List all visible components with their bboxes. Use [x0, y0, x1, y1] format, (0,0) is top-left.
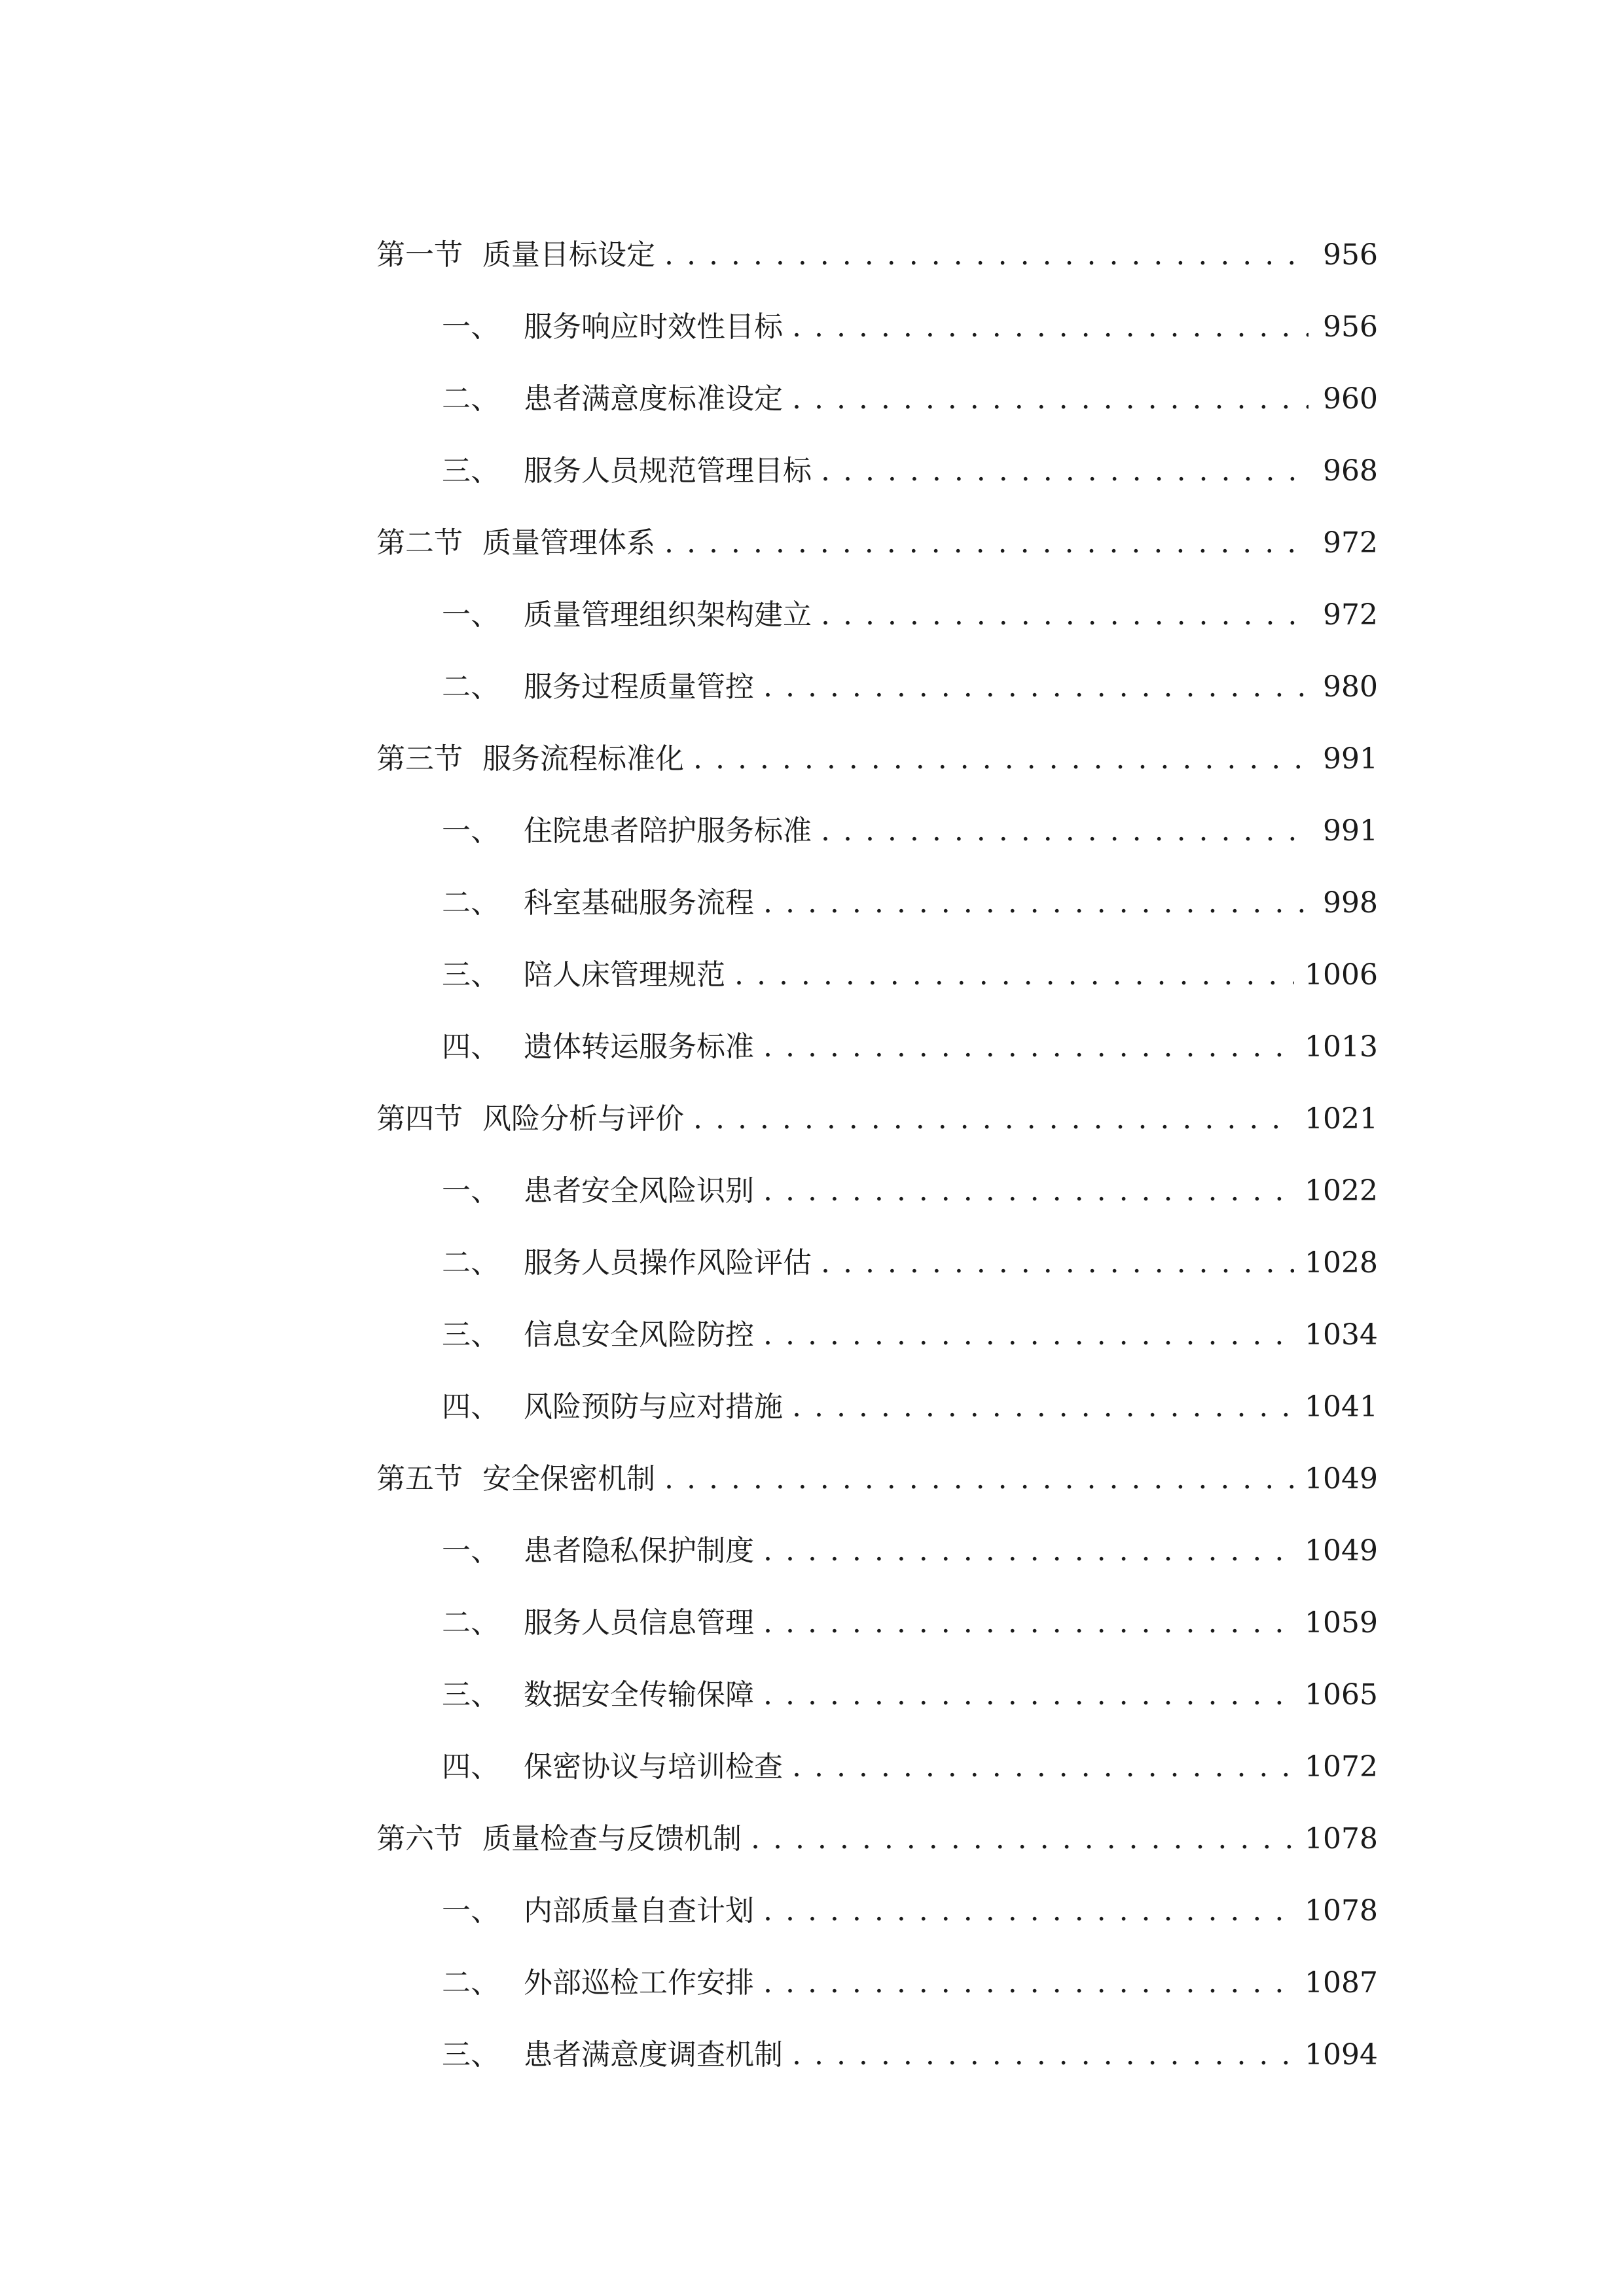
- toc-entry-title: 安全保密机制: [482, 1462, 655, 1496]
- toc-entry-title: 遗体转运服务标准: [524, 1030, 754, 1064]
- toc-dot-leader: [792, 380, 1308, 419]
- toc-entry-page: 960: [1323, 382, 1378, 416]
- toc-entry-prefix: 第二节: [376, 526, 463, 560]
- toc-dot-leader: [763, 1028, 1294, 1067]
- toc-entry-title: 服务人员信息管理: [524, 1606, 754, 1640]
- toc-entry[interactable]: [376, 851, 1378, 923]
- toc-entry-prefix: 二、: [442, 1606, 499, 1640]
- toc-entry-page: 956: [1323, 238, 1378, 272]
- toc-entry-title: 科室基础服务流程: [524, 886, 754, 920]
- toc-dot-leader: [664, 1460, 1294, 1499]
- toc-entry[interactable]: [376, 1571, 1378, 1643]
- toc-entry-title: 服务人员操作风险评估: [524, 1246, 812, 1280]
- toc-entry-prefix: 四、: [442, 1390, 499, 1424]
- toc-entry-title: 外部巡检工作安排: [524, 1966, 754, 2000]
- toc-entry-prefix: 二、: [442, 886, 499, 920]
- toc-entry-page: 972: [1323, 526, 1378, 560]
- toc-entry-page: 1041: [1305, 1390, 1378, 1424]
- toc-entry-page: 1034: [1305, 1318, 1378, 1352]
- toc-dot-leader: [693, 740, 1308, 779]
- toc-entry[interactable]: [376, 1643, 1378, 1715]
- toc-dot-leader: [763, 1316, 1294, 1355]
- toc-entry[interactable]: [376, 275, 1378, 347]
- toc-dot-leader: [763, 1532, 1294, 1571]
- toc-entry-page: 968: [1323, 454, 1378, 488]
- toc-entry[interactable]: [376, 779, 1378, 851]
- toc-entry-prefix: 一、: [442, 814, 499, 848]
- toc-dot-leader: [821, 812, 1308, 851]
- toc-dot-leader: [763, 1604, 1294, 1643]
- toc-dot-leader: [763, 668, 1308, 707]
- toc-entry[interactable]: [376, 995, 1378, 1067]
- toc-dot-leader: [763, 1892, 1294, 1931]
- toc-entry[interactable]: [376, 419, 1378, 491]
- toc-entry-page: 1094: [1305, 2038, 1378, 2072]
- toc-entry-title: 住院患者陪护服务标准: [524, 814, 812, 848]
- toc-entry-title: 保密协议与培训检查: [524, 1750, 783, 1784]
- toc-entry-prefix: 三、: [442, 1318, 499, 1352]
- toc-entry-prefix: 二、: [442, 1246, 499, 1280]
- toc-entry-prefix: 一、: [442, 598, 499, 632]
- toc-dot-leader: [763, 884, 1308, 923]
- toc-dot-leader: [664, 236, 1308, 275]
- toc-entry-prefix: 一、: [442, 1894, 499, 1928]
- toc-dot-leader: [792, 1748, 1294, 1787]
- toc-dot-leader: [821, 1244, 1294, 1283]
- toc-entry[interactable]: [376, 1139, 1378, 1211]
- toc-entry[interactable]: [376, 1787, 1378, 1859]
- toc-entry-page: 1072: [1305, 1750, 1378, 1784]
- toc-entry-prefix: 二、: [442, 670, 499, 704]
- toc-entry-prefix: 二、: [442, 382, 499, 416]
- toc-dot-leader: [693, 1100, 1294, 1139]
- toc-entry-title: 陪人床管理规范: [524, 958, 725, 992]
- toc-entry-title: 服务流程标准化: [482, 742, 684, 776]
- toc-entry-title: 患者满意度调查机制: [524, 2038, 783, 2072]
- toc-entry[interactable]: [376, 491, 1378, 563]
- toc-entry[interactable]: [376, 1931, 1378, 2003]
- toc-entry-page: 998: [1323, 886, 1378, 920]
- toc-entry-page: 1013: [1305, 1030, 1378, 1064]
- toc-entry-prefix: 三、: [442, 1678, 499, 1712]
- toc-entry-page: 956: [1323, 310, 1378, 344]
- toc-entry-page: 1065: [1305, 1678, 1378, 1712]
- toc-entry-prefix: 一、: [442, 310, 499, 344]
- toc-entry-prefix: 一、: [442, 1174, 499, 1208]
- toc-entry-title: 风险预防与应对措施: [524, 1390, 783, 1424]
- toc-entry-page: 1059: [1305, 1606, 1378, 1640]
- toc-entry-prefix: 三、: [442, 2038, 499, 2072]
- toc-entry-title: 服务过程质量管控: [524, 670, 754, 704]
- toc-entry-prefix: 一、: [442, 1534, 499, 1568]
- toc-dot-leader: [792, 2036, 1294, 2075]
- toc-entry-page: 1022: [1305, 1174, 1378, 1208]
- toc-entry[interactable]: [376, 2003, 1378, 2075]
- toc-entry-prefix: 三、: [442, 958, 499, 992]
- toc-dot-leader: [821, 452, 1308, 491]
- toc-entry-page: 972: [1323, 598, 1378, 632]
- toc-dot-leader: [734, 956, 1294, 995]
- toc-entry-page: 1078: [1305, 1894, 1378, 1928]
- toc-entry[interactable]: [376, 1427, 1378, 1499]
- toc-entry-title: 内部质量自查计划: [524, 1894, 754, 1928]
- toc-entry-page: 1021: [1305, 1102, 1378, 1136]
- toc-entry-page: 1049: [1305, 1534, 1378, 1568]
- toc-dot-leader: [763, 1676, 1294, 1715]
- toc-entry-page: 1087: [1305, 1966, 1378, 2000]
- toc-entry-title: 风险分析与评价: [482, 1102, 684, 1136]
- toc-entry[interactable]: [376, 1283, 1378, 1355]
- toc-entry-title: 患者隐私保护制度: [524, 1534, 754, 1568]
- toc-entry-page: 1049: [1305, 1462, 1378, 1496]
- toc-entry-prefix: 四、: [442, 1030, 499, 1064]
- toc-dot-leader: [751, 1820, 1294, 1859]
- toc-dot-leader: [664, 524, 1308, 563]
- toc-entry[interactable]: [376, 347, 1378, 419]
- toc-dot-leader: [763, 1172, 1294, 1211]
- toc-entry-title: 信息安全风险防控: [524, 1318, 754, 1352]
- toc-entry-title: 质量管理组织架构建立: [524, 598, 812, 632]
- toc-entry[interactable]: [376, 1715, 1378, 1787]
- toc-entry-page: 991: [1323, 814, 1378, 848]
- toc-entry-prefix: 三、: [442, 454, 499, 488]
- toc-entry-title: 质量目标设定: [482, 238, 655, 272]
- toc-entry[interactable]: [376, 1355, 1378, 1427]
- toc-entry-prefix: 第四节: [376, 1102, 463, 1136]
- table-of-contents: [376, 203, 1378, 2075]
- toc-entry[interactable]: [376, 203, 1378, 275]
- toc-entry-page: 1078: [1305, 1822, 1378, 1856]
- toc-dot-leader: [792, 1388, 1294, 1427]
- toc-entry[interactable]: [376, 1859, 1378, 1931]
- toc-entry[interactable]: [376, 1067, 1378, 1139]
- toc-entry-title: 质量管理体系: [482, 526, 655, 560]
- toc-entry-title: 患者安全风险识别: [524, 1174, 754, 1208]
- toc-entry-title: 服务响应时效性目标: [524, 310, 783, 344]
- toc-entry[interactable]: [376, 1211, 1378, 1283]
- toc-entry-page: 1028: [1305, 1246, 1378, 1280]
- toc-entry-prefix: 第三节: [376, 742, 463, 776]
- toc-entry-page: 980: [1323, 670, 1378, 704]
- toc-dot-leader: [821, 596, 1308, 635]
- toc-dot-leader: [792, 308, 1308, 347]
- toc-entry[interactable]: [376, 635, 1378, 707]
- toc-entry-prefix: 第六节: [376, 1822, 463, 1856]
- toc-entry[interactable]: [376, 1499, 1378, 1571]
- toc-entry-page: 1006: [1305, 958, 1378, 992]
- toc-entry-prefix: 第一节: [376, 238, 463, 272]
- toc-dot-leader: [763, 1964, 1294, 2003]
- toc-entry[interactable]: [376, 707, 1378, 779]
- toc-entry-title: 服务人员规范管理目标: [524, 454, 812, 488]
- toc-entry-page: 991: [1323, 742, 1378, 776]
- toc-entry-prefix: 二、: [442, 1966, 499, 2000]
- toc-entry-title: 患者满意度标准设定: [524, 382, 783, 416]
- toc-entry-prefix: 第五节: [376, 1462, 463, 1496]
- toc-entry-title: 质量检查与反馈机制: [482, 1822, 742, 1856]
- toc-entry-prefix: 四、: [442, 1750, 499, 1784]
- toc-entry[interactable]: [376, 563, 1378, 635]
- toc-entry-title: 数据安全传输保障: [524, 1678, 754, 1712]
- toc-entry[interactable]: [376, 923, 1378, 995]
